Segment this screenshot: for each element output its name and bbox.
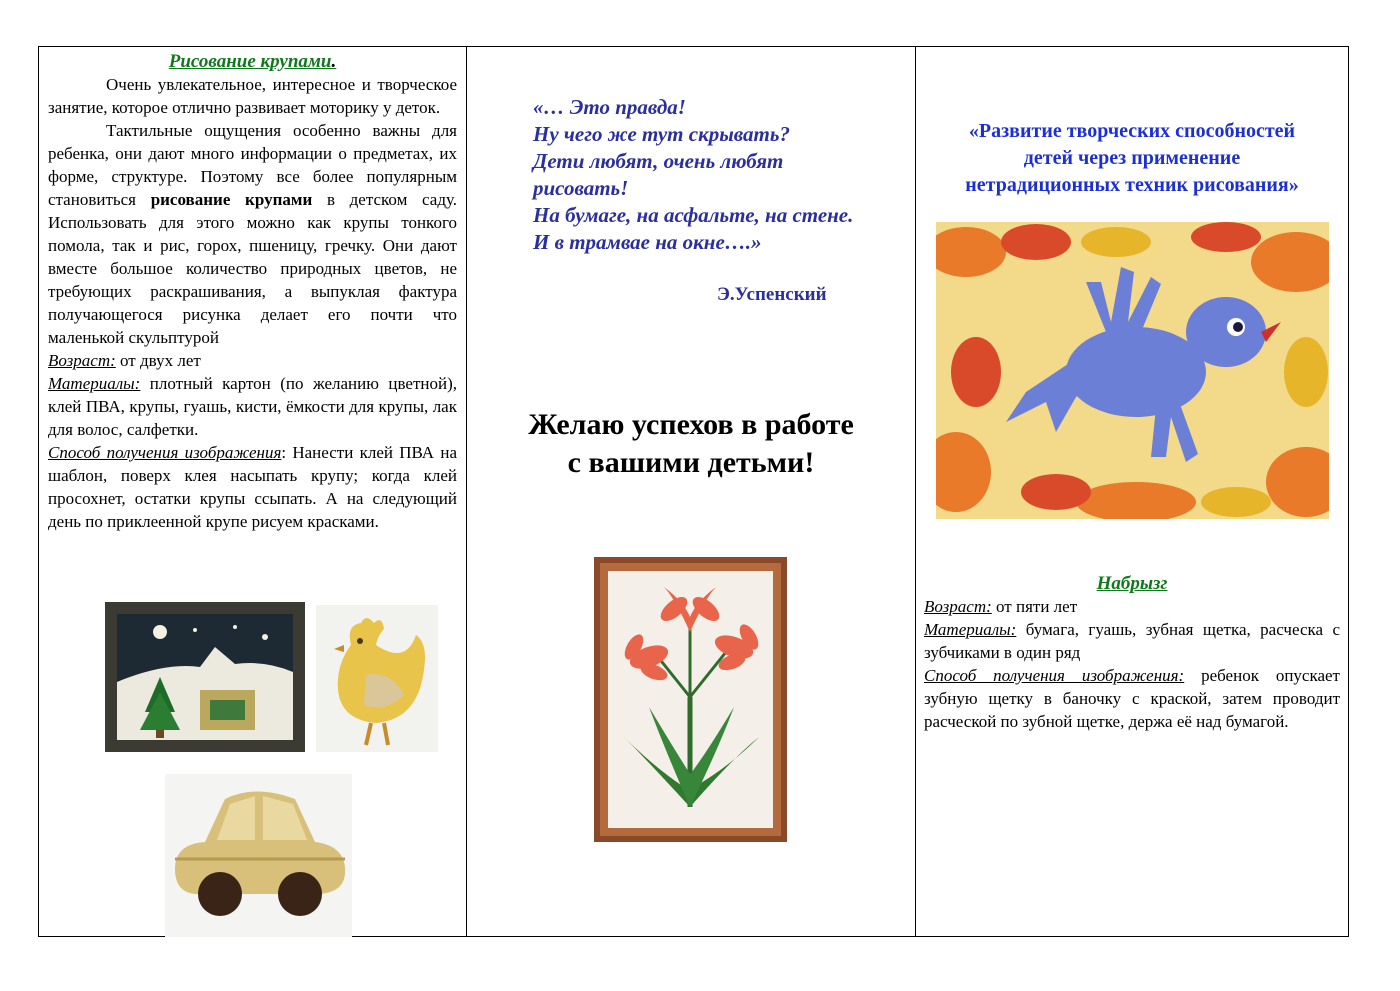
car-picture <box>165 774 352 937</box>
splatter-age-line: Возраст: от пяти лет <box>924 597 1078 616</box>
lily-frame-picture <box>594 557 787 842</box>
poem-author: Э.Успенский <box>717 284 827 305</box>
intro-paragraph: Очень увлекательное, интересное и творческое занятие, которое отлично развивает моторику у деток. <box>48 75 457 117</box>
splatter-method-line: Способ получения изображения: ребенок опускает зубную щетку в баночку с краской, затем проводит расческой по зубной щетке, держа её над бумагой. <box>924 666 1340 731</box>
method-line: Способ получения изображения: Нанести клей ПВА на шаблон, поверх клея насыпать крупу; когда клей просохнет, остатки крупы ссыпать. А на следующий день по приклеенной крупе рисуем красками. <box>48 443 457 531</box>
age-line: Возраст: от двух лет <box>48 351 201 370</box>
brochure-title: «Развитие творческих способностей детей через применение нетрадиционных техник рисования» <box>965 120 1299 196</box>
tactile-paragraph: Тактильные ощущения особенно важны для ребенка, они дают много информации о предметах, их форме, структуре. Поэтому все более популярным становиться рисование крупами в детском саду. Использовать для этого можно как крупы тонкого помола, так и рис, горох, пшеницу, гречку. Они дают вместе большое количество природных цветов, не требующих раскрашивания, а выпуклая фактура получающегося рисунка делает его почти что маленькой скульптурой <box>48 121 458 347</box>
grain-drawing-heading: Рисование крупами. <box>168 51 337 72</box>
poem-line: Ну чего же тут скрывать? <box>533 122 790 146</box>
poem-line: На бумаге, на асфальте, на стене. <box>533 203 854 227</box>
wish-text: Желаю успехов в работе с вашими детьми! <box>528 408 854 479</box>
materials-line: Материалы: плотный картон (по желанию цветной), клей ПВА, крупы, гуашь, кисти, ёмкости для крупы, лак для волос, салфетки. <box>48 374 457 439</box>
winter-house-picture <box>105 602 305 752</box>
uspensky-poem <box>533 94 853 256</box>
handprint-bird-picture <box>936 222 1329 519</box>
splatter-section <box>924 572 1340 733</box>
poem-line: И в трамвае на окне….» <box>533 230 762 254</box>
poem-line: рисовать! <box>533 176 629 200</box>
rooster-picture <box>316 605 438 752</box>
poem-line: «… Это правда! <box>533 95 686 119</box>
poem-line: Дети любят, очень любят <box>533 149 784 173</box>
splatter-materials-line: Материалы: бумага, гуашь, зубная щетка, расческа с зубчиками в один ряд <box>924 620 1340 662</box>
splatter-heading: Набрызг <box>1096 573 1168 594</box>
